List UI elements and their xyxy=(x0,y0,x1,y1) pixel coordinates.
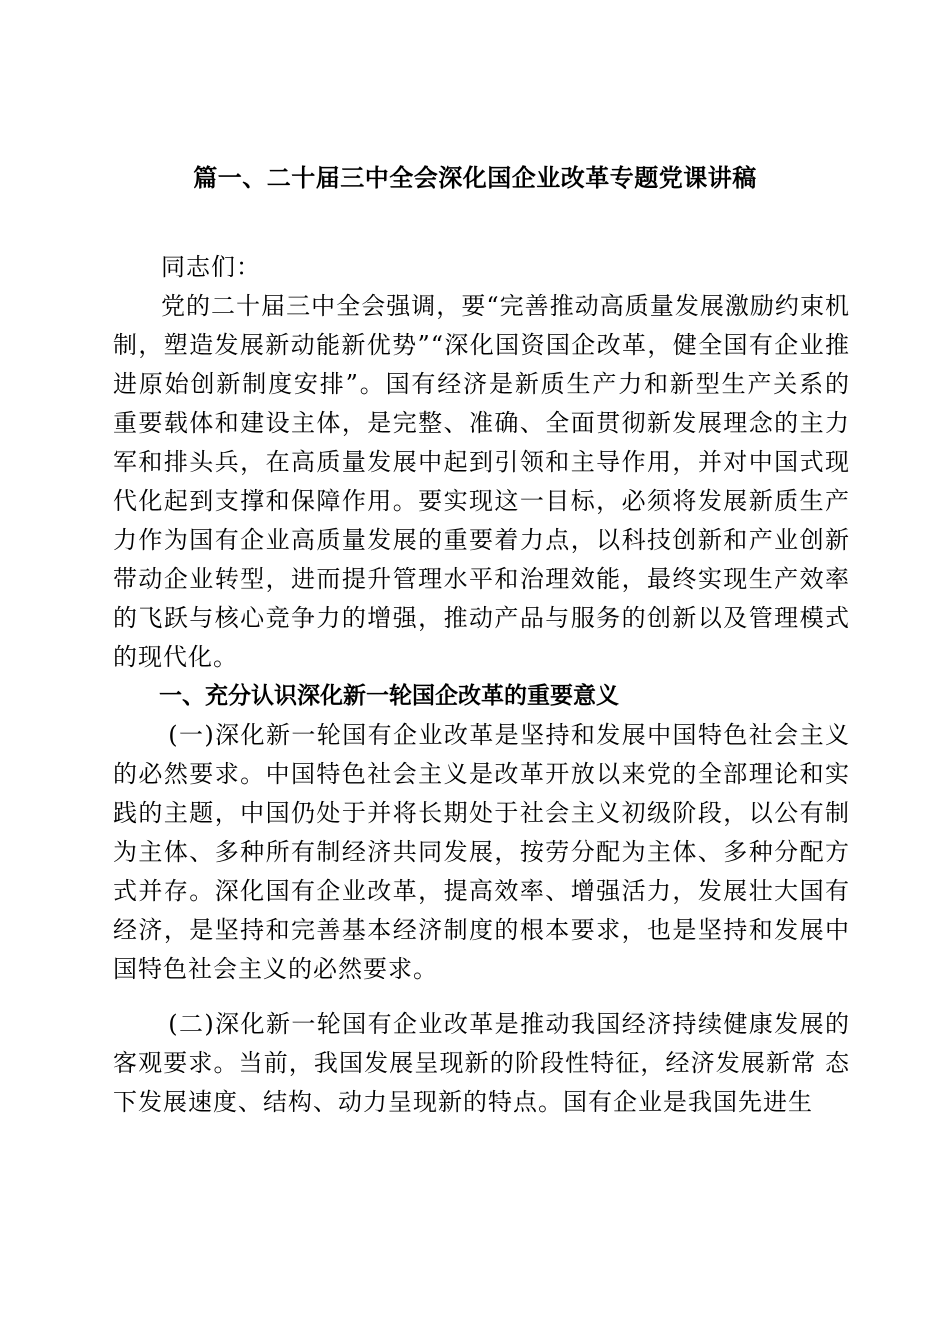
document-title: 篇一、二十届三中全会深化国企业改革专题党课讲稿 xyxy=(193,164,757,192)
salutation: 同志们： xyxy=(161,253,261,281)
point-two-paragraph: (二)深化新一轮国有企业改革是推动我国经济持续健康发展的客观要求。当前，我国发展呈现新的阶段性特征，经济发展新常 态下发展速度、结构、动力呈现新的特点。国有企业是我国先进生 xyxy=(113,1010,850,1116)
point-one-paragraph: (一)深化新一轮国有企业改革是坚持和发展中国特色社会主义的必然要求。中国特色社会主义是改革开放以来党的全部理论和实践的主题，中国仍处于并将长期处于社会主义初级阶段，以公有制为主体、多种所有制经济共同发展，按劳分配为主体、多种分配方式并存。深化国有企业改革，提高效率、增强活力，发展壮大国有经济，是坚持和完善基本经济制度的根本要求，也是坚持和发展中国特色社会主义的必然要求。 xyxy=(113,721,850,983)
section-heading: 一、充分认识深化新一轮国企改革的重要意义 xyxy=(159,683,619,709)
intro-paragraph: 党的二十届三中全会强调，要“完善推动高质量发展激励约束机制，塑造发展新动能新优势”“深化国资国企改革，健全国有企业推进原始创新制度安排”。国有经济是新质生产力和新型生产关系的重要载体和建设主体，是完整、准确、全面贯彻新发展理念的主力军和排头兵，在高质量发展中起到引领和主导作用，并对中国式现代化起到支撑和保障作用。要实现这一目标，必须将发展新质生产力作为国有企业高质量发展的重要着力点，以科技创新和产业创新带动企业转型，进而提升管理水平和治理效能，最终实现生产效率的飞跃与核心竞争力的增强，推动产品与服务的创新以及管理模式的现代化。 xyxy=(113,292,850,671)
document-body xyxy=(113,248,850,1122)
paragraph-gap xyxy=(113,989,850,1005)
